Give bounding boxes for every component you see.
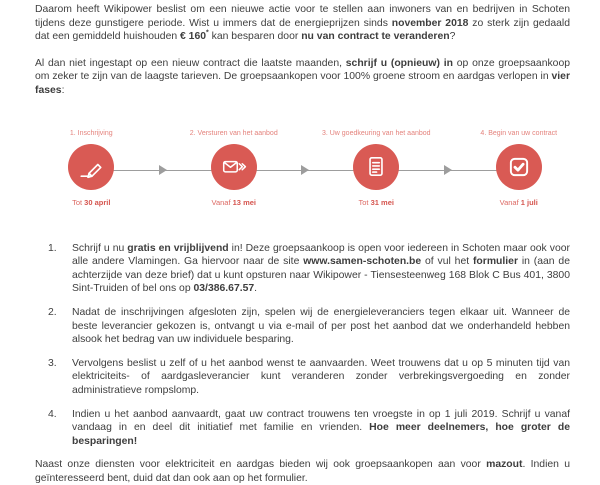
pencil-icon: [68, 144, 114, 190]
intro-paragraph-1: Daarom heeft Wikipower beslist om een nieuwe actie voor te stellen aan inwoners van en bedrijven in Schoten tijdens deze gunstigere periode. Wist u immers dat de energieprijzen sinds november 2018 zo sterk zijn gedaald dat een gemiddeld huishouden € 160* kan besparen door nu van contract te veranderen?: [35, 4, 570, 43]
step-text: Indien u het aanbod aanvaardt, gaat uw contract trouwens ten vroegste in op 1 juli 2019. Schrijf u vanaf vandaag in en deel dit initiatief met familie en vrienden. Hoe meer deelnemers, hoe groter de besparingen!: [72, 408, 570, 447]
phase-date-prefix: Vanaf: [499, 197, 521, 207]
step-number: 4.: [48, 408, 57, 420]
phase-title: 2. Versturen van het aanbod: [189, 129, 278, 137]
closing-paragraph: Naast onze diensten voor elektriciteit en aardgas bieden wij ook groepsaankopen aan voor mazout. Indien u: [35, 459, 571, 471]
numbered-steps: [48, 242, 570, 449]
phase-date-value: 31 mei: [370, 197, 394, 207]
phase-date: [163, 198, 306, 207]
phase-title: 1. Inschrijving: [69, 129, 113, 137]
phase-date-prefix: Tot: [72, 197, 85, 207]
document-icon: [353, 144, 399, 190]
phase-date-prefix: Vanaf: [211, 197, 233, 207]
step-text: Schrijf u nu gratis en vrijblijvend in! Deze groepsaankoop is open voor iedereen in Schoten maar ook voor alle andere Vlamingen. Ga hiervoor naar de site www.samen-schoten.be of vul het formulier in (aan de achterzijde van deze brief) dat u kunt opsturen naar Wikipower - Tiensesteenweg 168 Blok C Bus 401, 3800 Sint-Truiden of bel ons op 03/386.67.57.: [72, 242, 570, 295]
phase-title: 4. Begin van uw contract: [480, 129, 558, 137]
closing-paragraph-clipped-line: geïnteresseerd bent, duid dat dan ook aan op het formulier.: [35, 472, 308, 484]
phase-date-value: 1 juli: [520, 197, 538, 207]
step-number: 1.: [48, 242, 57, 254]
phase-list: [20, 128, 590, 207]
envelope-send-icon: [211, 144, 257, 190]
phase-date: [305, 198, 448, 207]
step-4: [48, 408, 570, 449]
step-number: 2.: [48, 306, 57, 318]
phase-date-value: 13 mei: [232, 197, 256, 207]
phase-4-begin-contract: [448, 128, 591, 207]
phases-timeline: [20, 128, 590, 216]
intro-paragraph-2: Al dan niet ingestapt op een nieuw contract die laatste maanden, schrijf u (opnieuw) in op onze groepsaankoop om zeker te zijn van de laagste tarieven. De groepsaankopen voor 100% groene stroom en aardgas verlopen in vier fases:: [35, 57, 571, 96]
phase-date: [20, 198, 163, 207]
step-text: Nadat de inschrijvingen afgesloten zijn, spelen wij de energieleveranciers tegen elkaar uit. Wanneer de beste leverancier gekozen is, ontvangt u via e-mail of per post het aanbod dat we onderhandeld hebben alsook het bedrag van uw individuele besparing.: [72, 306, 570, 346]
checkbox-check-icon: [496, 144, 542, 190]
step-1: [48, 242, 570, 296]
step-number: 3.: [48, 357, 57, 369]
phase-1-inschrijving: [20, 128, 163, 207]
step-3: [48, 357, 570, 398]
phase-date-value: 30 april: [84, 197, 111, 207]
step-2: [48, 306, 570, 347]
phase-3-goedkeuring-aanbod: [305, 128, 448, 207]
phase-title: 3. Uw goedkeuring van het aanbod: [321, 129, 431, 137]
step-text: Vervolgens beslist u zelf of u het aanbod wenst te aanvaarden. Weet trouwens dat u op 5 minuten tijd van elektriciteits- of aardgasleverancier kunt veranderen zonder verbrekingsvergoeding en zonder administratieve rompslomp.: [72, 357, 570, 396]
phase-date-prefix: Tot: [358, 197, 371, 207]
phase-2-versturen-aanbod: [163, 128, 306, 207]
phase-date: [448, 198, 591, 207]
